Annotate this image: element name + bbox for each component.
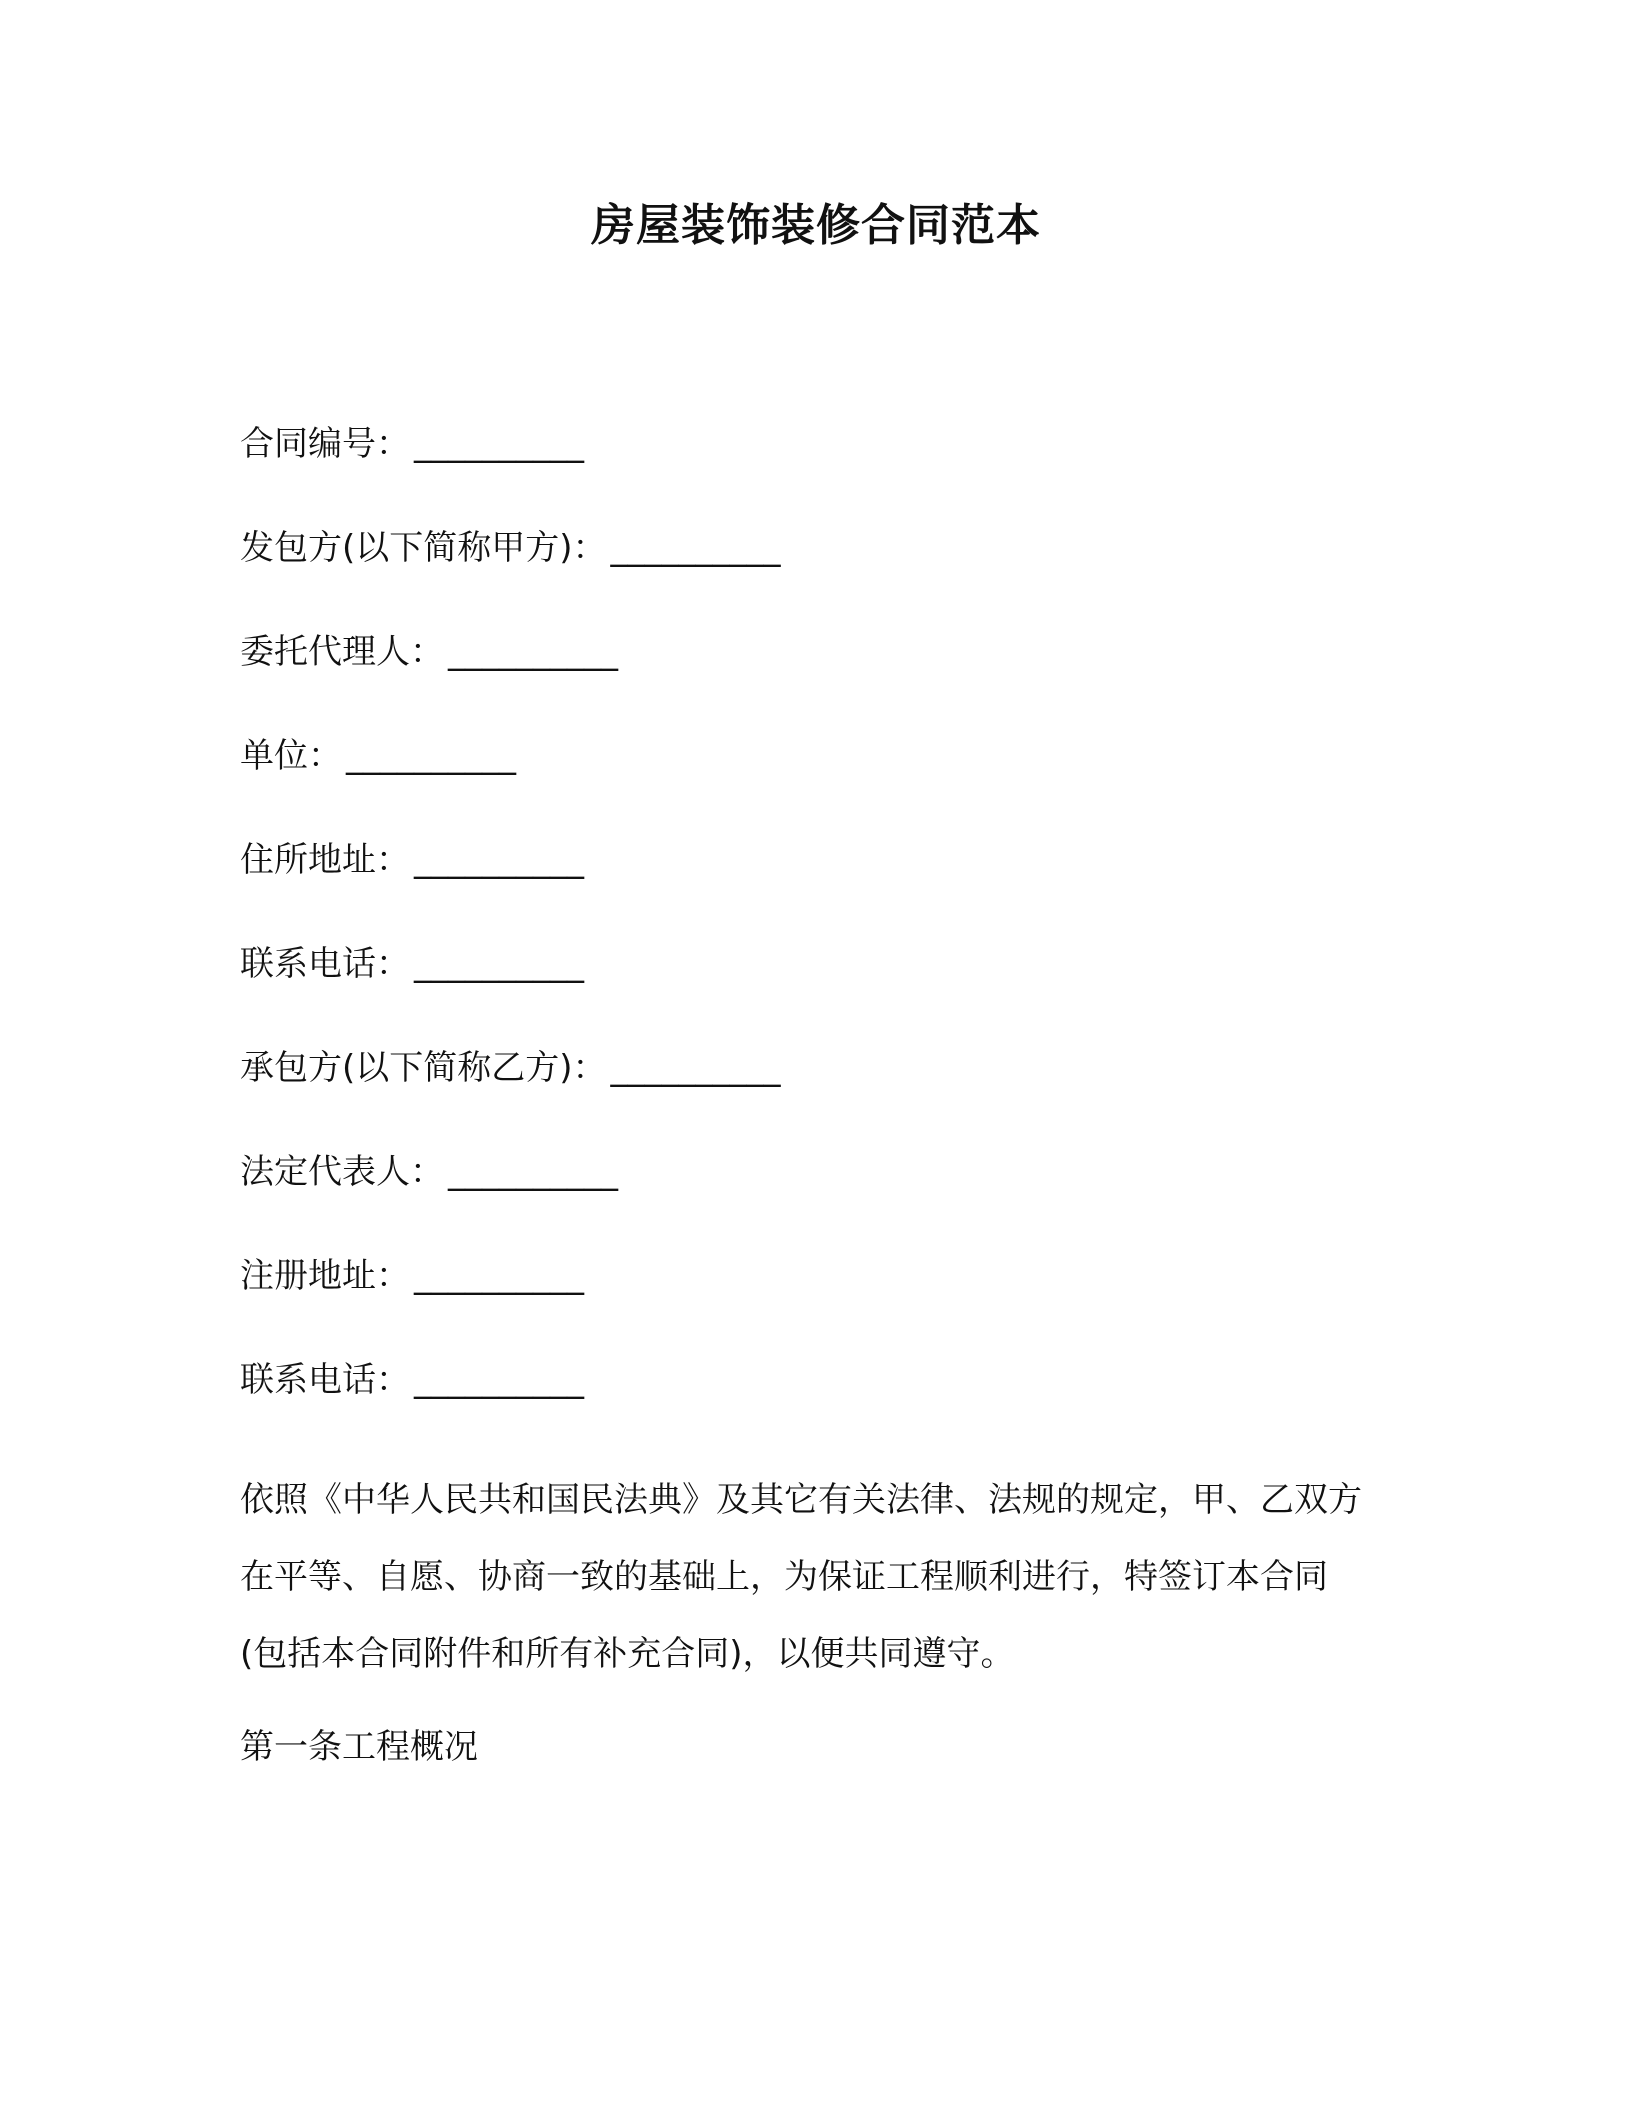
field-phone-a [240, 938, 1390, 1042]
field-blank: __________ [414, 1256, 584, 1296]
field-blank: __________ [414, 840, 584, 880]
field-phone-b [240, 1354, 1390, 1458]
field-organization [240, 730, 1390, 834]
field-label: 承包方(以下简称乙方)： [240, 1048, 607, 1088]
field-label: 联系电话： [240, 1360, 410, 1400]
field-blank: __________ [414, 424, 584, 464]
field-legal-representative [240, 1146, 1390, 1250]
document-title: 房屋装饰装修合同范本 [591, 200, 1041, 251]
field-blank: __________ [448, 632, 618, 672]
field-agent [240, 626, 1390, 730]
field-label: 委托代理人： [240, 632, 444, 672]
field-party-b [240, 1042, 1390, 1146]
field-blank: __________ [414, 1360, 584, 1400]
document-content [240, 418, 1390, 1773]
field-label: 合同编号： [240, 424, 410, 464]
field-blank: __________ [610, 528, 781, 568]
field-blank: __________ [346, 736, 516, 776]
field-label: 单位： [240, 736, 342, 776]
field-party-a [240, 522, 1390, 626]
field-label: 联系电话： [240, 944, 410, 984]
field-label: 发包方(以下简称甲方)： [240, 528, 607, 568]
field-registered-address [240, 1250, 1390, 1354]
contract-preamble: 依照《中华人民共和国民法典》及其它有关法律、法规的规定，甲、乙双方在平等、自愿、协商一致的基础上，为保证工程顺利进行，特签订本合同(包括本合同附件和所有补充合同)，以便共同遵守。 [240, 1480, 1362, 1674]
field-blank: __________ [448, 1152, 618, 1192]
field-label: 注册地址： [240, 1256, 410, 1296]
field-label: 法定代表人： [240, 1152, 444, 1192]
field-blank: __________ [610, 1048, 781, 1088]
field-blank: __________ [414, 944, 584, 984]
field-address-a [240, 834, 1390, 938]
field-label: 住所地址： [240, 840, 410, 880]
section-heading: 第一条工程概况 [240, 1727, 478, 1767]
field-contract-number [240, 418, 1390, 522]
